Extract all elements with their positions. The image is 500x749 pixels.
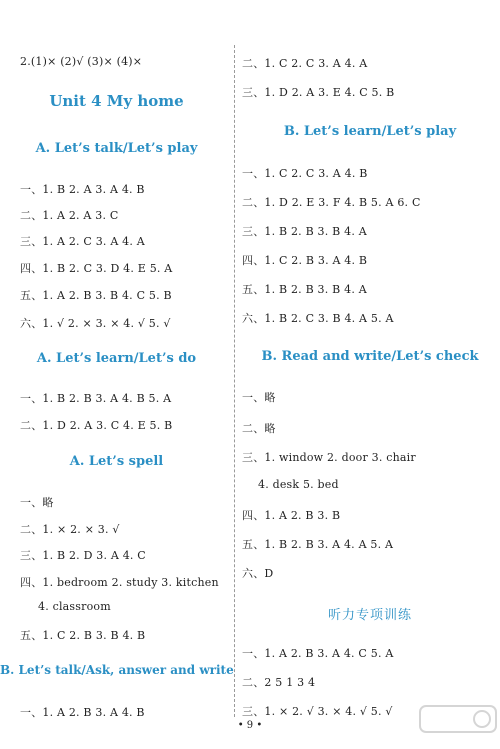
answer-line: 三、1. B 2. D 3. A 4. C (20, 549, 146, 562)
section-title: A. Let’s talk/Let’s play (35, 141, 198, 156)
answer-line: 二、1. D 2. A 3. C 4. E 5. B (20, 419, 173, 432)
column-divider (234, 45, 235, 717)
answer-line: 4. classroom (38, 600, 111, 613)
answer-line: 一、1. A 2. B 3. A 4. C 5. A (242, 647, 394, 660)
answer-line: 二、1. C 2. C 3. A 4. A (242, 57, 368, 70)
answer-line: 五、1. A 2. B 3. B 4. C 5. B (20, 289, 172, 302)
answer-line: 三、1. A 2. C 3. A 4. A (20, 235, 145, 248)
unit-title: Unit 4 My home (49, 92, 184, 110)
page-number: • 9 • (237, 720, 263, 731)
answer-line: 六、1. B 2. C 3. B 4. A 5. A (242, 312, 394, 325)
answer-line: 六、D (242, 567, 274, 580)
answer-line: 五、1. B 2. B 3. A 4. A 5. A (242, 538, 394, 551)
answer-line: 五、1. C 2. B 3. B 4. B (20, 629, 146, 642)
answer-line: 二、1. × 2. × 3. √ (20, 523, 120, 536)
answer-line: 六、1. √ 2. × 3. × 4. √ 5. √ (20, 317, 171, 330)
section-title: B. Let’s learn/Let’s play (283, 124, 457, 139)
answer-line: 二、1. D 2. E 3. F 4. B 5. A 6. C (242, 196, 421, 209)
answer-line: 一、略 (242, 391, 276, 404)
section-title: B. Read and write/Let’s check (261, 349, 479, 364)
answer-line: 二、略 (242, 422, 276, 435)
answer-line: 一、略 (20, 496, 54, 509)
answer-line: 4. desk 5. bed (258, 478, 339, 491)
section-title: B. Let’s talk/Ask, answer and write (0, 663, 234, 677)
answer-line: 一、1. B 2. B 3. A 4. B 5. A (20, 392, 172, 405)
answer-line: 三、1. window 2. door 3. chair (242, 451, 416, 464)
answer-line: 一、1. C 2. C 3. A 4. B (242, 167, 368, 180)
answer-line: 2.(1)× (2)√ (3)× (4)× (20, 55, 143, 68)
answer-line: 二、2 5 1 3 4 (242, 676, 316, 689)
answer-line: 四、1. C 2. B 3. A 4. B (242, 254, 368, 267)
answer-line: 三、1. D 2. A 3. E 4. C 5. B (242, 86, 395, 99)
answer-line: 五、1. B 2. B 3. B 4. A (242, 283, 367, 296)
answer-line: 一、1. A 2. B 3. A 4. B (20, 706, 145, 719)
section-title: A. Let’s spell (69, 454, 164, 469)
section-title: A. Let’s learn/Let’s do (36, 351, 197, 366)
section-title: 听力专项训练 (327, 608, 412, 623)
answer-line: 三、1. B 2. B 3. B 4. A (242, 225, 367, 238)
answer-line: 四、1. A 2. B 3. B (242, 509, 341, 522)
watermark-logo (418, 700, 498, 748)
answer-line: 四、1. bedroom 2. study 3. kitchen (20, 576, 219, 589)
answer-line: 二、1. A 2. A 3. C (20, 209, 119, 222)
answer-line: 四、1. B 2. C 3. D 4. E 5. A (20, 262, 173, 275)
answer-line: 一、1. B 2. A 3. A 4. B (20, 183, 145, 196)
answer-line: 三、1. × 2. √ 3. × 4. √ 5. √ (242, 705, 393, 718)
